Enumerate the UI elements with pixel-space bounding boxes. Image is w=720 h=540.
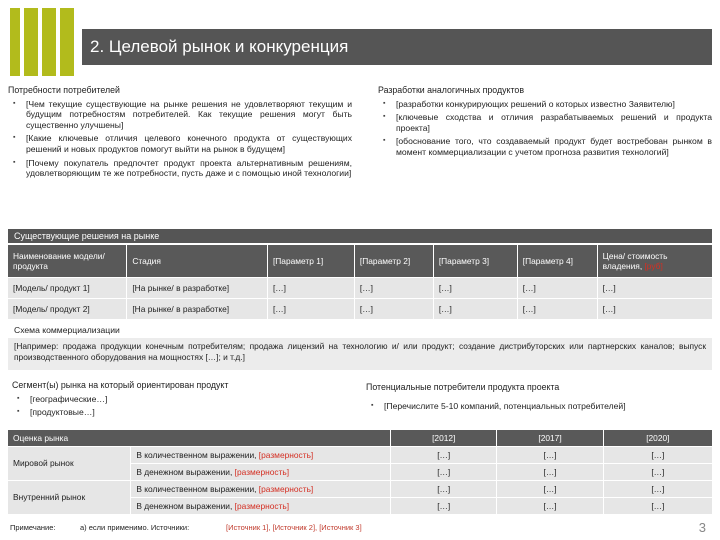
row-cell: […] [518, 299, 597, 319]
market-cell: […] [604, 447, 712, 463]
needs-bullet: ▪ [Какие ключевые отличия целевого конечного продукта от существующих решений и новых продуктов помогут выйти на рынок в будущем] [8, 133, 352, 154]
table-row [8, 278, 712, 298]
market-header-row [8, 430, 712, 446]
analogs-bullet: ▪ [разработки конкурирующих решений о которых известно Заявителю] [378, 99, 712, 110]
col-param-3-header: [Параметр 3] [434, 245, 517, 277]
scheme-text: [Например: продажа продукции конечным потребителям; продажа лицензий на технологию и/ или продукт; создание дистрибуторских или партнерских каналов; выпуск производственного оборудования на мощностях […]; и т.д.] [8, 338, 712, 370]
segments-bullet: ▪ [географические…] [12, 394, 352, 405]
page-title: 2. Целевой рынок и конкуренция [82, 29, 712, 65]
market-cell: […] [604, 498, 712, 514]
analogs-section [378, 85, 712, 161]
metric-label [131, 464, 390, 480]
row-model-name: [Модель/ продукт 1] [8, 278, 126, 298]
row-cell: […] [355, 278, 433, 298]
existing-solutions-bar: Существующие решения на рынке [8, 229, 712, 243]
market-cell: […] [497, 481, 602, 497]
table-row [8, 447, 712, 463]
segments-section [12, 380, 352, 421]
market-cell: […] [391, 447, 496, 463]
customers-heading: Потенциальные потребители продукта проекта [366, 382, 560, 392]
year-2020-header: [2020] [604, 430, 712, 446]
accent-bar-4 [60, 8, 74, 76]
customers-bullet: ▪ [Перечислите 5-10 компаний, потенциальных потребителей] [366, 401, 712, 412]
row-cell: […] [355, 299, 433, 319]
cost-unit: [руб] [644, 261, 663, 271]
col-param-4-header: [Параметр 4] [518, 245, 597, 277]
row-cell: […] [434, 299, 517, 319]
footer-note-text: а) если применимо. Источники: [80, 523, 190, 532]
segments-bullet: ▪ [продуктовые…] [12, 407, 352, 418]
accent-bar-2 [24, 8, 38, 76]
market-cell: […] [604, 481, 712, 497]
accent-bar-3 [42, 8, 56, 76]
cost-label: Цена/ стоимость владения, [602, 250, 668, 271]
metric-unit: [размерность] [258, 449, 314, 460]
row-stage: [На рынке/ в разработке] [127, 278, 267, 298]
col-model-header: Наименование модели/ продукта [8, 245, 126, 277]
analogs-bullet: ▪ [обоснование того, что создаваемый продукт будет востребован рынком в момент коммерциализации с учетом прогноза развития технологий] [378, 136, 712, 157]
col-stage-header: Стадия [127, 245, 267, 277]
market-cell: […] [497, 498, 602, 514]
metric-unit: [размерность] [234, 466, 290, 477]
market-table [7, 429, 713, 515]
market-cell: […] [497, 447, 602, 463]
row-cell: […] [518, 278, 597, 298]
table-header-row [8, 245, 712, 277]
metric-label [131, 447, 390, 463]
metric-unit: [размерность] [234, 500, 290, 511]
market-cell: […] [604, 464, 712, 480]
metric-text: В денежном выражении, [136, 466, 235, 477]
row-cell: […] [268, 299, 354, 319]
segments-heading: Сегмент(ы) рынка на который ориентирован продукт [12, 380, 229, 390]
analogs-bullet: ▪ [ключевые сходства и отличия разрабатываемых решений и продукта проекта] [378, 112, 712, 133]
market-header-label: Оценка рынка [8, 430, 390, 446]
needs-bullet: ▪ [Почему покупатель предпочтет продукт проекта альтернативным решениям, удовлетворяющим те же потребности, пусть даже и с помощью иной технологии] [8, 158, 352, 179]
metric-label [131, 498, 390, 514]
market-cell: […] [391, 464, 496, 480]
row-stage: [На рынке/ в разработке] [127, 299, 267, 319]
col-param-2-header: [Параметр 2] [355, 245, 433, 277]
market-cell: […] [497, 464, 602, 480]
footer-note-label: Примечание: [10, 523, 56, 532]
analogs-heading: Разработки аналогичных продуктов [378, 85, 524, 95]
slide-header [0, 0, 720, 78]
row-cell: […] [598, 278, 712, 298]
year-2017-header: [2017] [497, 430, 602, 446]
row-model-name: [Модель/ продукт 2] [8, 299, 126, 319]
market-cell: […] [391, 498, 496, 514]
row-cell: […] [268, 278, 354, 298]
needs-section [8, 85, 352, 182]
page-number: 3 [698, 520, 706, 535]
accent-bar-1 [10, 8, 20, 76]
table-row [8, 481, 712, 497]
customers-section [366, 382, 712, 414]
col-param-1-header: [Параметр 1] [268, 245, 354, 277]
needs-bullet: ▪ [Чем текущие существующие на рынке решения не удовлетворяют текущим и будущим потребностям потребителей. Как текущие решения могут быть существенно улучшены] [8, 99, 352, 131]
world-market-label: Мировой рынок [8, 447, 130, 480]
metric-text: В количественном выражении, [136, 449, 259, 460]
year-2012-header: [2012] [391, 430, 496, 446]
scheme-heading: Схема коммерциализации [14, 325, 120, 335]
existing-solutions-table [7, 244, 713, 320]
metric-text: В количественном выражении, [136, 483, 259, 494]
table-row [8, 299, 712, 319]
col-cost-header [598, 245, 712, 277]
metric-label [131, 481, 390, 497]
footer-sources: [Источник 1], [Источник 2], [Источник 3] [226, 523, 362, 532]
metric-unit: [размерность] [258, 483, 314, 494]
row-cell: […] [598, 299, 712, 319]
row-cell: […] [434, 278, 517, 298]
metric-text: В денежном выражении, [136, 500, 235, 511]
needs-heading: Потребности потребителей [8, 85, 120, 95]
market-cell: […] [391, 481, 496, 497]
domestic-market-label: Внутренний рынок [8, 481, 130, 514]
